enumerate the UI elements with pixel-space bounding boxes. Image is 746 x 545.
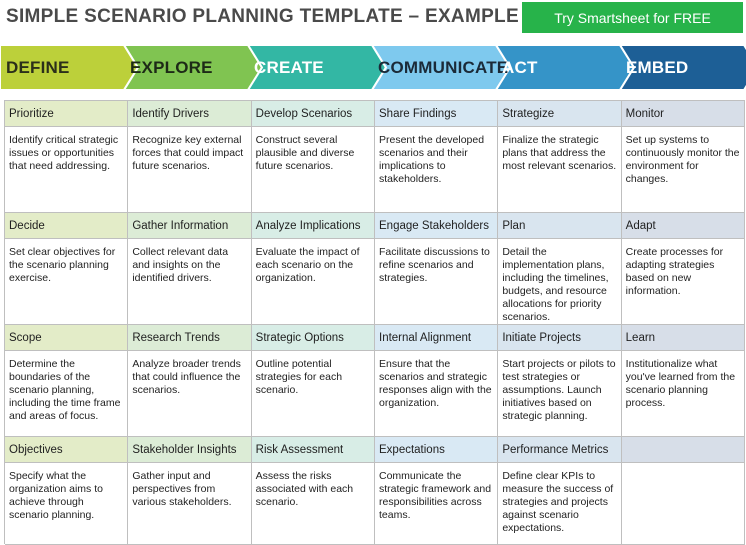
step-header: Decide [5,213,128,239]
step-description: Detail the implementation plans, including the timelines, budgets, and resource allocations for priority scenarios. [498,239,621,325]
step-description: Set clear objectives for the scenario planning exercise. [5,239,128,325]
step-header: Plan [498,213,621,239]
step-header: Expectations [375,437,498,463]
step-description: Identify critical strategic issues or opportunities that need addressing. [5,127,128,213]
step-header: Research Trends [128,325,251,351]
step-header: Initiate Projects [498,325,621,351]
step-description: Gather input and perspectives from various stakeholders. [128,463,251,545]
page-title: SIMPLE SCENARIO PLANNING TEMPLATE – EXAMPLE [6,6,519,27]
step-header [622,437,745,463]
phase-label-define: DEFINE [6,58,70,77]
phase-label-create: CREATE [254,58,324,77]
step-description: Evaluate the impact of each scenario on the organization. [252,239,375,325]
step-header: Identify Drivers [128,101,251,127]
step-description [622,463,745,545]
step-description: Set up systems to continuously monitor the environment for changes. [622,127,745,213]
phase-label-communicate: COMMUNICATE [378,58,509,77]
step-description: Define clear KPIs to measure the success of strategies and projects against scenario expectations. [498,463,621,545]
step-header: Share Findings [375,101,498,127]
phase-label-embed: EMBED [626,58,689,77]
step-description: Analyze broader trends that could influence the scenarios. [128,351,251,437]
step-header: Adapt [622,213,745,239]
step-header: Stakeholder Insights [128,437,251,463]
step-header: Gather Information [128,213,251,239]
step-description: Start projects or pilots to test strategies or assumptions. Launch initiatives based on strategic planning. [498,351,621,437]
step-header: Monitor [622,101,745,127]
step-description: Recognize key external forces that could impact future scenarios. [128,127,251,213]
step-header: Risk Assessment [252,437,375,463]
step-header: Internal Alignment [375,325,498,351]
step-description: Communicate the strategic framework and responsibilities across teams. [375,463,498,545]
step-header: Scope [5,325,128,351]
step-description: Facilitate discussions to refine scenarios and strategies. [375,239,498,325]
step-header: Engage Stakeholders [375,213,498,239]
step-header: Prioritize [5,101,128,127]
step-header: Develop Scenarios [252,101,375,127]
step-header: Analyze Implications [252,213,375,239]
step-description: Outline potential strategies for each scenario. [252,351,375,437]
step-header: Strategize [498,101,621,127]
step-description: Ensure that the scenarios and strategic responses align with the organization. [375,351,498,437]
phase-label-act: ACT [502,58,538,77]
step-description: Collect relevant data and insights on the identified drivers. [128,239,251,325]
step-description: Finalize the strategic plans that address the most relevant scenarios. [498,127,621,213]
scenario-table [4,100,745,544]
step-header: Learn [622,325,745,351]
phase-label-explore: EXPLORE [130,58,213,77]
step-description: Construct several plausible and diverse future scenarios. [252,127,375,213]
step-description: Create processes for adapting strategies based on new information. [622,239,745,325]
step-description: Present the developed scenarios and their implications to stakeholders. [375,127,498,213]
step-header: Objectives [5,437,128,463]
step-header: Performance Metrics [498,437,621,463]
step-description: Assess the risks associated with each scenario. [252,463,375,545]
step-header: Strategic Options [252,325,375,351]
try-smartsheet-button[interactable]: Try Smartsheet for FREE [522,2,743,33]
step-description: Determine the boundaries of the scenario planning, including the time frame and areas of focus. [5,351,128,437]
step-description: Institutionalize what you've learned from the scenario planning process. [622,351,745,437]
step-description: Specify what the organization aims to achieve through scenario planning. [5,463,128,545]
